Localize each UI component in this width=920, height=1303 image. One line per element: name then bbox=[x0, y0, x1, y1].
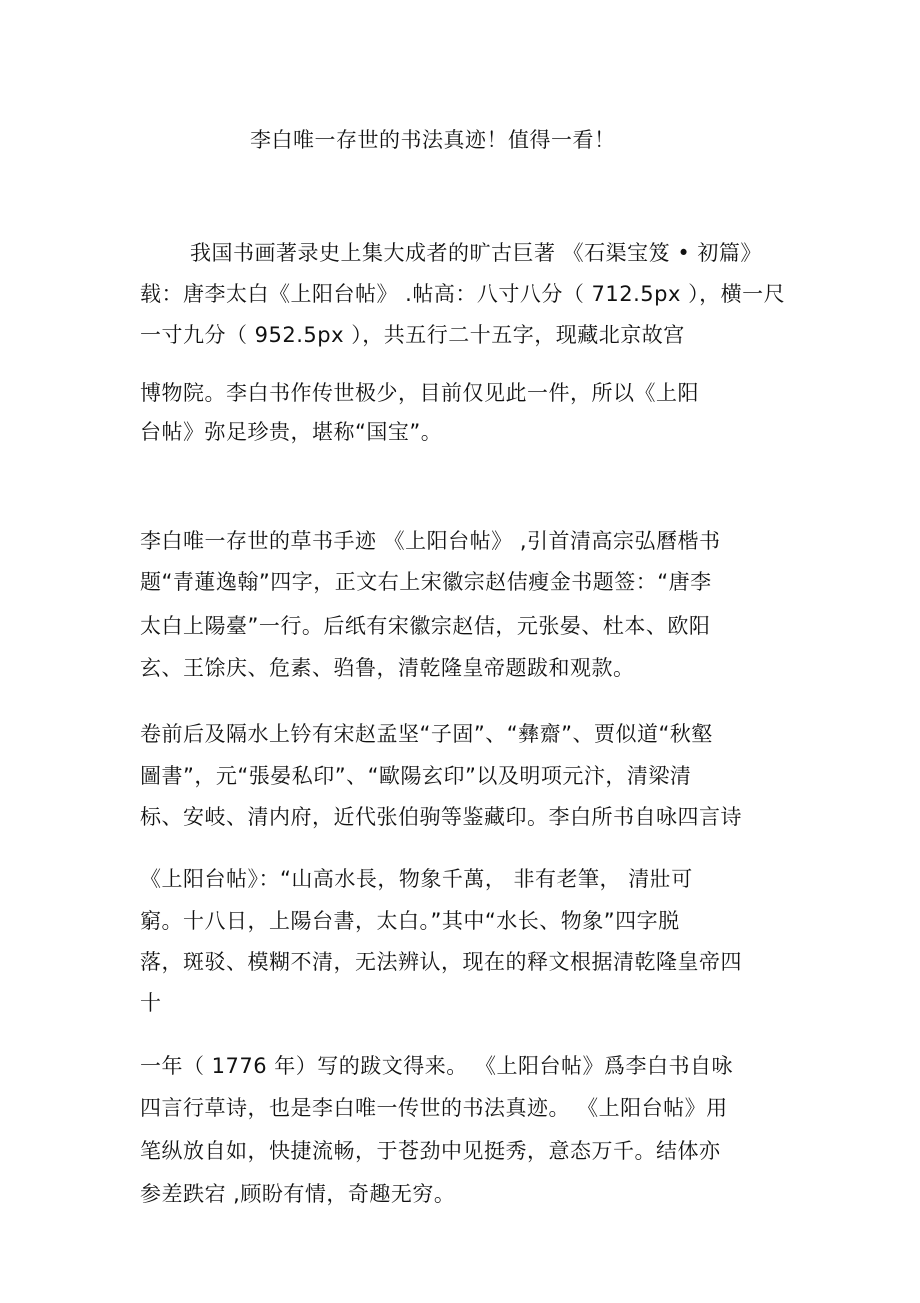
text-line: 窮。十八日，上陽台書，太白。”其中“水长、物象”四字脱 bbox=[140, 909, 680, 933]
text-line: 玄、王馀庆、危素、驺鲁，清乾隆皇帝题跋和观款。 bbox=[140, 656, 635, 680]
text-line: 一寸九分（ 952.5px ），共五行二十五字，现藏北京故宫 bbox=[140, 323, 685, 347]
text-line: 李白唯一存世的草书手迹 《上阳台帖》 ,引首清高宗弘曆楷书 bbox=[140, 529, 721, 553]
text-line: 圖書”，元“張晏私印”、“歐陽玄印”以及明项元汴，清梁清 bbox=[140, 764, 692, 788]
text-line: 载：唐李太白《上阳台帖》 .帖高：八寸八分（ 712.5px ），横一尺 bbox=[140, 282, 786, 306]
text-line: 《上阳台帖》：“山高水長，物象千萬， 非有老筆， 清壯可 bbox=[140, 867, 693, 891]
text-line: 台帖》弥足珍贵，堪称“国宝”。 bbox=[140, 420, 443, 444]
page-title: 李白唯一存世的书法真迹！值得一看！ bbox=[250, 128, 616, 152]
text-line: 四言行草诗，也是李白唯一传世的书法真迹。 《上阳台帖》用 bbox=[140, 1096, 728, 1120]
text-line: 十 bbox=[140, 991, 162, 1015]
text-line: 卷前后及隔水上钤有宋赵孟坚“子固”、“彝齋”、贾似道“秋壑 bbox=[140, 722, 713, 746]
text-line: 落，斑驳、模糊不清，无法辨认，现在的释文根据清乾隆皇帝四 bbox=[140, 950, 742, 974]
text-line: 太白上陽臺”一行。后纸有宋徽宗赵佶，元张晏、杜本、欧阳 bbox=[140, 614, 711, 638]
text-line: 一年（ 1776 年）写的跋文得来。 《上阳台帖》爲李白书自咏 bbox=[140, 1054, 733, 1078]
text-line: 参差跌宕 ,顾盼有情，奇趣无穷。 bbox=[140, 1182, 456, 1206]
text-line: 标、安岐、清内府，近代张伯驹等鉴藏印。李白所书自咏四言诗 bbox=[140, 805, 742, 829]
text-line: 博物院。李白书作传世极少，目前仅见此一件，所以《上阳 bbox=[140, 381, 699, 405]
text-line: 我国书画著录史上集大成者的旷古巨著 《石渠宝笈 • 初篇》 bbox=[190, 241, 762, 265]
text-line: 笔纵放自如，快捷流畅，于苍劲中见挺秀，意态万千。结体亦 bbox=[140, 1139, 721, 1163]
text-line: 题“青蓮逸翰”四字，正文右上宋徽宗赵佶瘦金书题签：“唐李 bbox=[140, 570, 712, 594]
